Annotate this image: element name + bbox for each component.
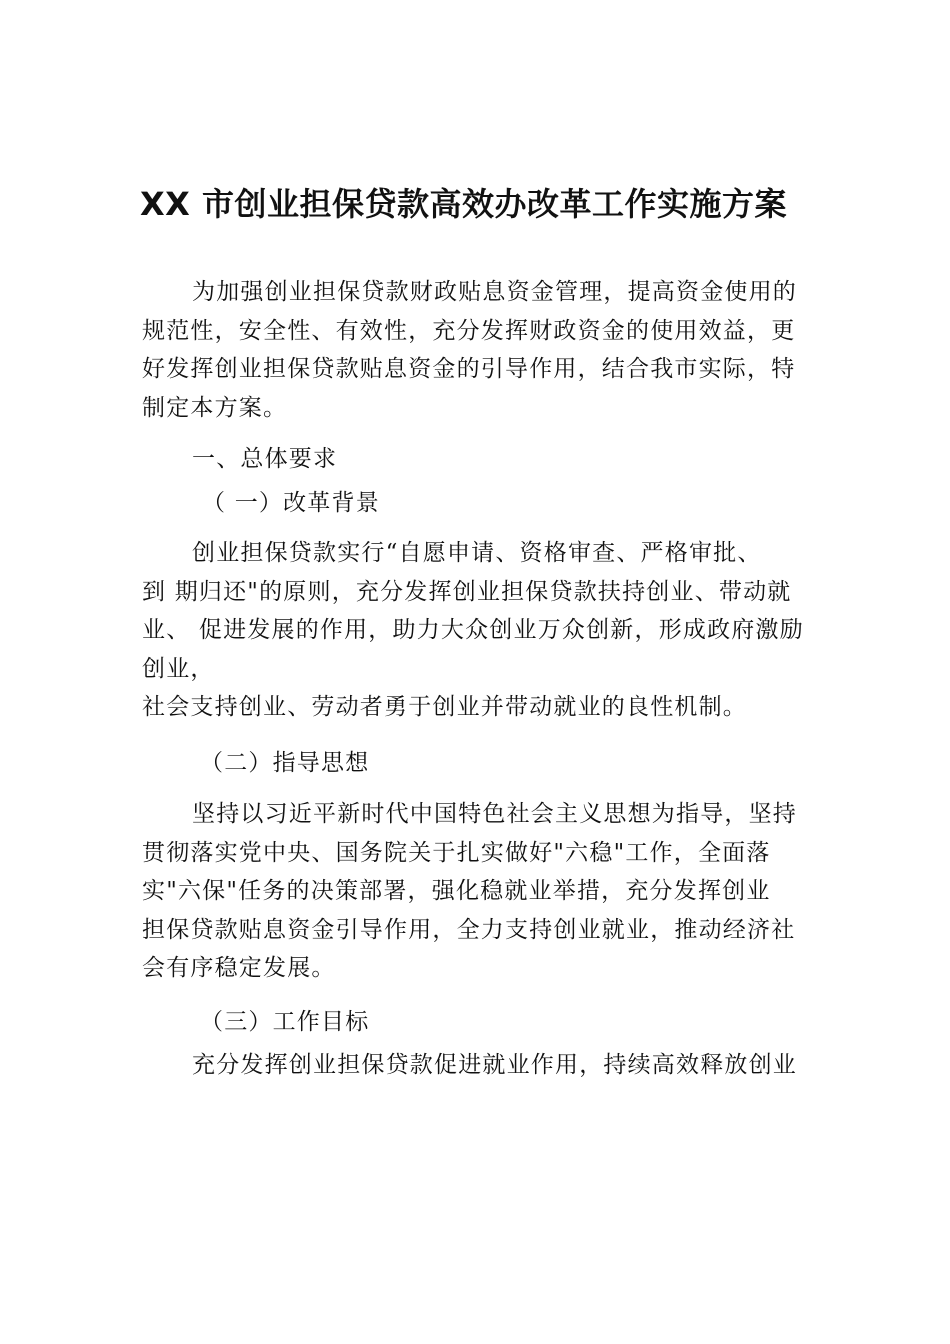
paragraph-work-goals [142,1046,807,1085]
paragraph-line: 创业， [142,655,215,682]
paragraph-line: 会有序稳定发展。 [142,955,336,981]
paragraph-line: 社会支持创业、劳动者勇于创业并带动就业的良性机制。 [142,694,747,720]
document-title: XX 市创业担保贷款高效办改革工作实施方案 [140,185,787,223]
paragraph-line: 业、 促进发展的作用，助力大众创业万众创新，形成政府激励 [142,617,804,643]
subheading-reform-background: （ 一）改革背景 [202,490,380,516]
paragraph-line: 担保贷款贴息资金引导作用，全力支持创业就业，推动经济社 [142,916,796,943]
paragraph-line: 实"六保"任务的决策部署，强化稳就业举措，充分发挥创业 [142,878,771,904]
paragraph-line: 贯彻落实党中央、国务院关于扎实做好"六稳"工作，全面落 [142,839,771,866]
intro-line: 制定本方案。 [142,394,288,421]
intro-line: 规范性，安全性、有效性，充分发挥财政资金的使用效益，更 [142,317,796,344]
subheading-work-goals: （三）工作目标 [200,1009,370,1035]
paragraph-line: 坚持以习近平新时代中国特色社会主义思想为指导，坚持 [192,801,797,827]
intro-line: 为加强创业担保贷款财政贴息资金管理，提高资金使用的 [192,279,797,305]
intro-paragraph [142,273,807,427]
paragraph-line: 到 期归还"的原则，充分发挥创业担保贷款扶持创业、带动就 [142,578,792,605]
paragraph-guiding-ideology [142,795,807,988]
paragraph-line: 充分发挥创业担保贷款促进就业作用，持续高效释放创业 [192,1052,797,1078]
paragraph-reform-background [142,534,807,727]
section-heading-general-requirements: 一、总体要求 [192,446,338,472]
intro-line: 好发挥创业担保贷款贴息资金的引导作用，结合我市实际，特 [142,356,796,382]
subheading-guiding-ideology: （二）指导思想 [200,750,370,776]
paragraph-line: 创业担保贷款实行“自愿申请、资格审查、严格审批、 [192,540,762,566]
